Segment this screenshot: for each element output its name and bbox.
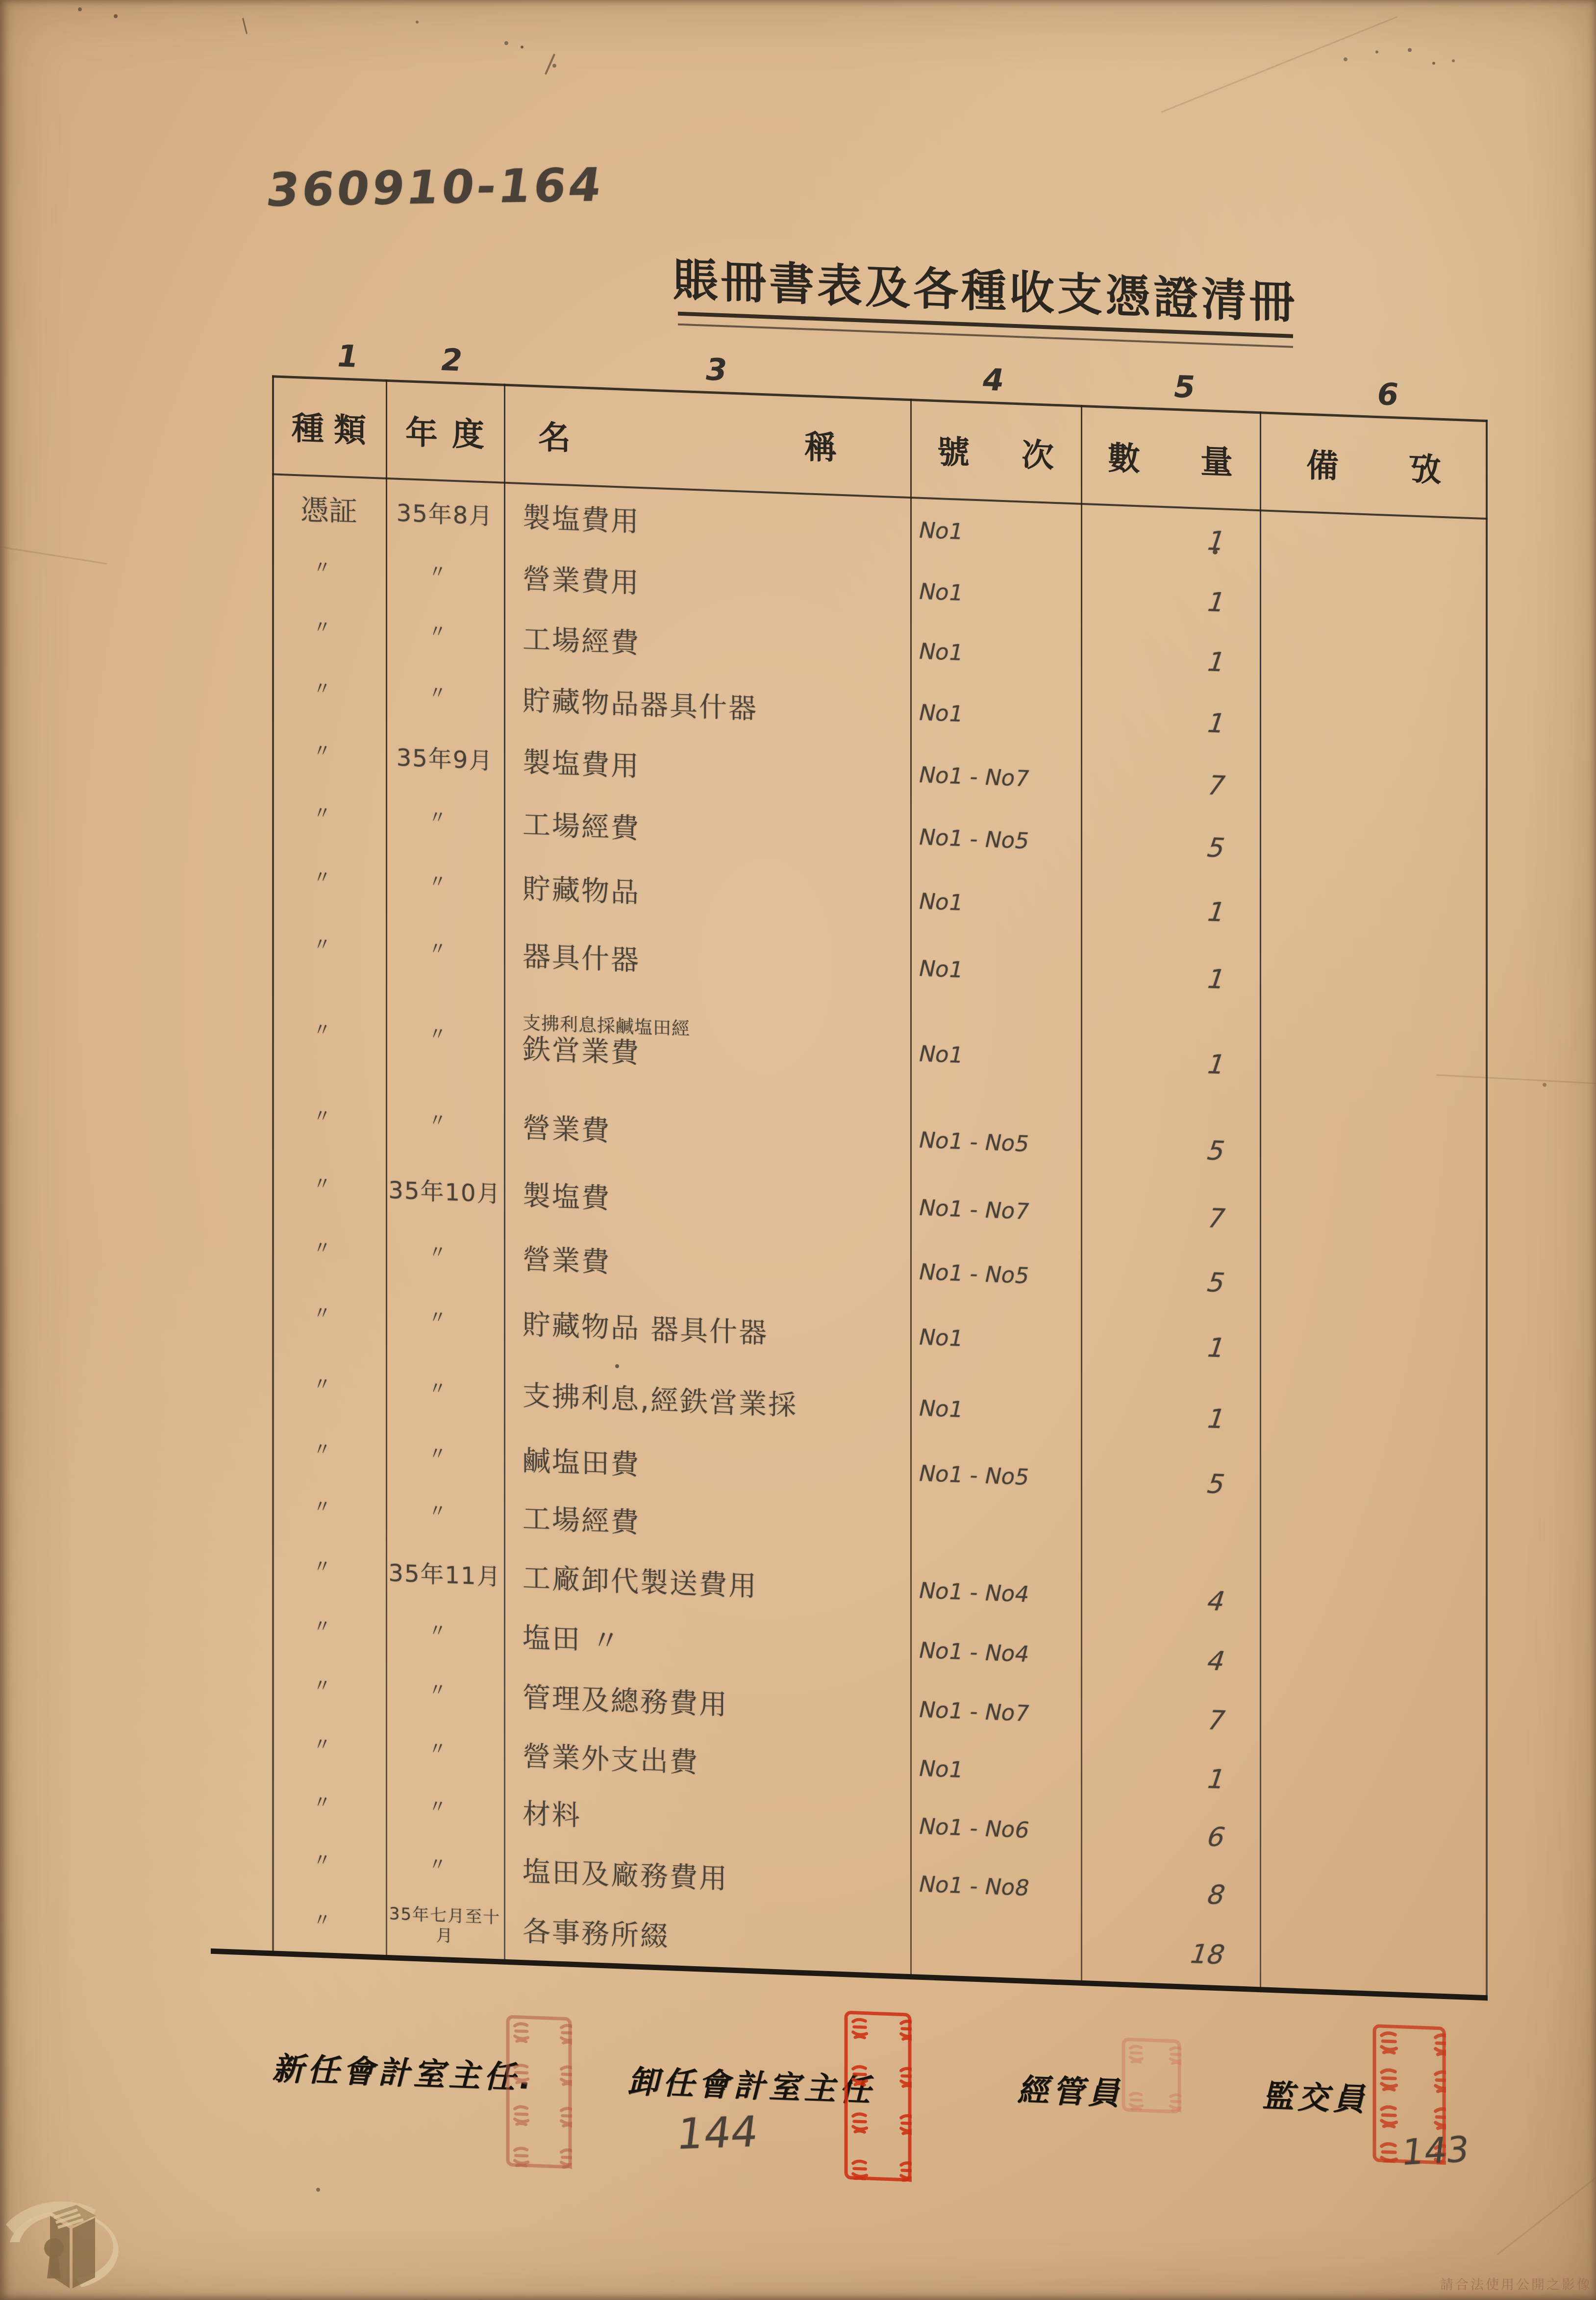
header-cell-4: 數 量 [1108, 439, 1233, 481]
cell-number: No1 [916, 1324, 966, 1351]
cell-year: 〃 [428, 1501, 448, 1522]
cell-remark [1260, 756, 1488, 826]
usage-watermark-text: 請合法使用公開之影像 [1440, 2277, 1592, 2293]
cell-name-main-line: 鉄営業費 [523, 1033, 640, 1070]
cell-name: 製塩費用 [523, 501, 640, 539]
cell-quantity: 1 [1202, 1332, 1230, 1364]
cell-remark [1260, 634, 1488, 702]
cell-type: 〃 [313, 1439, 331, 1460]
cell-remark [1260, 880, 1488, 955]
cell-quantity [1081, 1506, 1260, 1573]
cell-type: 〃 [313, 1734, 331, 1755]
cell-type: 〃 [313, 867, 331, 888]
cell-type: 〃 [313, 1374, 331, 1395]
cell-remark [1260, 694, 1488, 765]
cell-year: 35年8月 [396, 499, 494, 530]
red-seal-stamp [1122, 2037, 1181, 2114]
cell-year: 〃 [428, 1854, 448, 1875]
cell-name: 營業費用 [523, 563, 640, 600]
cell-type: 〃 [313, 1850, 331, 1871]
header-cell-1: 年 度 [405, 413, 484, 454]
cell-year: 〃 [428, 807, 448, 828]
column-number: 3 [706, 351, 727, 388]
cell-remark [1260, 1458, 1488, 1522]
cell-number: No1 [916, 1395, 966, 1423]
header-cell-2: 名 稱 [538, 418, 837, 467]
cell-quantity: 7 [1202, 1705, 1230, 1736]
cell-number [910, 1500, 1081, 1567]
cell-name [504, 987, 910, 1104]
cell-quantity: 1 [1202, 964, 1230, 995]
cell-year: 〃 [428, 1680, 448, 1701]
cell-year: 〃 [428, 1110, 448, 1131]
cell-name: 營業費 [523, 1112, 611, 1148]
cell-name-upper-line: 支拂利息採鹹塩田經 [523, 1012, 690, 1040]
signature-label: 新任會計室主任. [272, 2050, 535, 2097]
cell-type: 〃 [313, 1020, 331, 1041]
cell-remark [1260, 947, 1488, 1024]
cell-remark [1260, 1692, 1488, 1760]
cell-quantity: 1 [1202, 1403, 1230, 1434]
cell-remark [1260, 1925, 1488, 1995]
document-title-block [667, 255, 1304, 349]
cell-number: No1 - No5 [916, 1127, 1032, 1157]
cell-number: No1 [916, 955, 966, 983]
cell-quantity: 5 [1202, 1267, 1230, 1299]
cell-name: 塩田及廠務費用 [523, 1855, 728, 1896]
cell-year: 35年10月 [388, 1176, 501, 1208]
cell-name: 各事務所綴 [523, 1915, 670, 1953]
cell-type: 〃 [313, 1106, 331, 1127]
cell-name: 器具什器 [523, 940, 640, 977]
cell-type: 〃 [313, 803, 331, 824]
cell-quantity: 4 [1202, 1585, 1230, 1617]
ledger-table [272, 375, 1488, 2000]
cell-number: No1 - No5 [916, 824, 1032, 854]
cell-year: 〃 [428, 1739, 448, 1760]
cell-year: 〃 [428, 1307, 448, 1328]
cell-number: No1 - No4 [916, 1577, 1032, 1607]
cell-name: 製塩費用 [523, 746, 640, 783]
cell-quantity: 8 [1202, 1879, 1230, 1911]
column-number: 6 [1377, 376, 1399, 413]
cell-name: 營業費 [523, 1243, 611, 1279]
cell-quantity: 1 [1202, 647, 1230, 678]
cell-quantity: 5 [1202, 832, 1230, 863]
cell-remark [1260, 1513, 1488, 1581]
cell-number: No1 [916, 700, 966, 727]
header-cell-0: 種 類 [292, 409, 366, 450]
column-number: 4 [983, 361, 1004, 399]
cell-year: 〃 [428, 561, 448, 583]
cell-quantity: 1 [1202, 1763, 1230, 1795]
cell-number: No1 - No5 [916, 1460, 1032, 1490]
cell-name: 支拂利息,經鉄営業採 [523, 1379, 798, 1422]
cell-number: No1 [916, 638, 966, 666]
cell-number: No1 [916, 517, 966, 545]
cell-year: 〃 [428, 1378, 448, 1399]
page-number-right: 143 [1400, 2128, 1471, 2173]
cell-number: No1 - No7 [916, 1697, 1032, 1727]
cell-quantity: 1 [1202, 586, 1230, 618]
document-title: 賬冊書表及各種收支憑證清冊 [673, 253, 1297, 329]
cell-number: No1 - No4 [916, 1637, 1032, 1667]
cell-remark [1260, 574, 1488, 642]
cell-year: 〃 [428, 1620, 448, 1642]
cell-name: 營業外支出費 [523, 1740, 699, 1779]
cell-type: 〃 [313, 1303, 331, 1324]
cell-remark [1260, 1015, 1488, 1125]
cell-type: 〃 [313, 557, 331, 578]
cell-quantity: 18 [1186, 1938, 1230, 1970]
cell-type: 〃 [313, 1238, 331, 1259]
cell-number: No1 - No6 [916, 1813, 1032, 1843]
cell-type: 〃 [313, 678, 331, 700]
cell-remark [1260, 1810, 1488, 1876]
table-body [272, 475, 1488, 1995]
cell-quantity: 6 [1202, 1821, 1230, 1853]
page-number-center: 144 [675, 2107, 760, 2159]
column-number: 5 [1174, 368, 1196, 405]
cell-remark [1260, 1868, 1488, 1934]
cell-year: 〃 [428, 1797, 448, 1818]
cell-type: 〃 [313, 1556, 331, 1577]
cell-remark [1260, 818, 1488, 889]
cell-name: 工場經費 [523, 1502, 640, 1539]
cell-name: 工廠卸代製送費用 [523, 1562, 758, 1603]
red-seal-stamp [844, 2010, 912, 2182]
cell-remark [1260, 1117, 1488, 1197]
cell-quantity: 1 [1202, 1049, 1230, 1080]
cell-type: 〃 [313, 1910, 331, 1931]
signature-label: 經管員 [1017, 2072, 1123, 2113]
cell-year: 35年七月至十月 [389, 1904, 501, 1947]
header-cell-3: 號 次 [937, 432, 1054, 475]
cell-quantity: 4 [1202, 1645, 1230, 1676]
cell-name: 鹹塩田費 [523, 1445, 640, 1482]
cell-name: 管理及總務費用 [523, 1681, 728, 1722]
cell-name: 工場經費 [523, 623, 640, 660]
cell-number [910, 1912, 1081, 1980]
cell-remark [1260, 1252, 1488, 1325]
red-seal-stamp [506, 2015, 572, 2169]
archives-book-keyhole-watermark-icon [3, 2195, 126, 2299]
cell-name: 製塩費 [523, 1179, 611, 1215]
cell-quantity: 1 [1202, 525, 1230, 557]
cell-remark [1260, 511, 1488, 582]
cell-quantity: 5 [1202, 1468, 1230, 1500]
signature-label: 監交員 [1262, 2078, 1368, 2119]
cell-name: 貯藏物品 器具什器 [523, 1308, 769, 1350]
cell-year: 35年9月 [396, 744, 494, 775]
cell-type: 〃 [313, 1497, 331, 1518]
cell-type: 〃 [313, 741, 331, 762]
cell-remark [1260, 1632, 1488, 1700]
archive-number-note: 360910-164 [266, 158, 606, 218]
cell-number: No1 [916, 1041, 966, 1069]
cell-year: 〃 [428, 622, 448, 643]
cell-quantity: 1 [1202, 896, 1230, 928]
cell-year: 〃 [428, 1443, 448, 1465]
cell-year: 〃 [428, 683, 448, 704]
cell-name: 塩田 〃 [523, 1622, 622, 1658]
cell-remark [1260, 1316, 1488, 1391]
cell-quantity: 7 [1202, 1202, 1230, 1234]
cell-number: No1 [916, 578, 966, 606]
cell-remark [1260, 1383, 1488, 1467]
cell-type: 〃 [313, 1174, 331, 1195]
cell-type: 〃 [313, 617, 331, 639]
cell-type: 〃 [313, 1792, 331, 1813]
cell-remark [1260, 1573, 1488, 1641]
cell-number: No1 - No8 [916, 1871, 1032, 1901]
cell-type: 〃 [313, 1675, 331, 1697]
cell-quantity: 5 [1202, 1135, 1230, 1167]
cell-year: 〃 [428, 1242, 448, 1263]
cell-number: No1 [916, 888, 966, 916]
cell-number: No1 [916, 1755, 966, 1783]
cell-number: No1 - No5 [916, 1258, 1032, 1289]
header-cell-5: 備 攷 [1306, 446, 1441, 489]
cell-year: 35年11月 [388, 1559, 501, 1591]
column-number: 2 [441, 342, 463, 378]
cell-year: 〃 [428, 871, 448, 893]
signature-label: 卸任會計室主任 [627, 2063, 874, 2109]
column-number: 1 [337, 338, 359, 375]
cell-name: 貯藏物品器具什器 [523, 684, 758, 725]
cell-number: No1 - No7 [916, 761, 1032, 792]
cell-year: 〃 [428, 939, 448, 960]
cell-type: 〃 [313, 934, 331, 956]
cell-type: 〃 [313, 1616, 331, 1637]
cell-name: 材料 [523, 1798, 581, 1832]
cell-year: 〃 [428, 1024, 448, 1045]
cell-remark [1260, 1188, 1488, 1260]
cell-quantity: 1 [1202, 707, 1230, 739]
cell-name: 工場經費 [523, 808, 640, 846]
cell-remark [1260, 1752, 1488, 1818]
cell-number: No1 - No7 [916, 1195, 1032, 1225]
cell-name: 貯藏物品 [523, 873, 640, 910]
cell-quantity: 7 [1202, 770, 1230, 801]
cell-type: 憑証 [300, 493, 357, 529]
